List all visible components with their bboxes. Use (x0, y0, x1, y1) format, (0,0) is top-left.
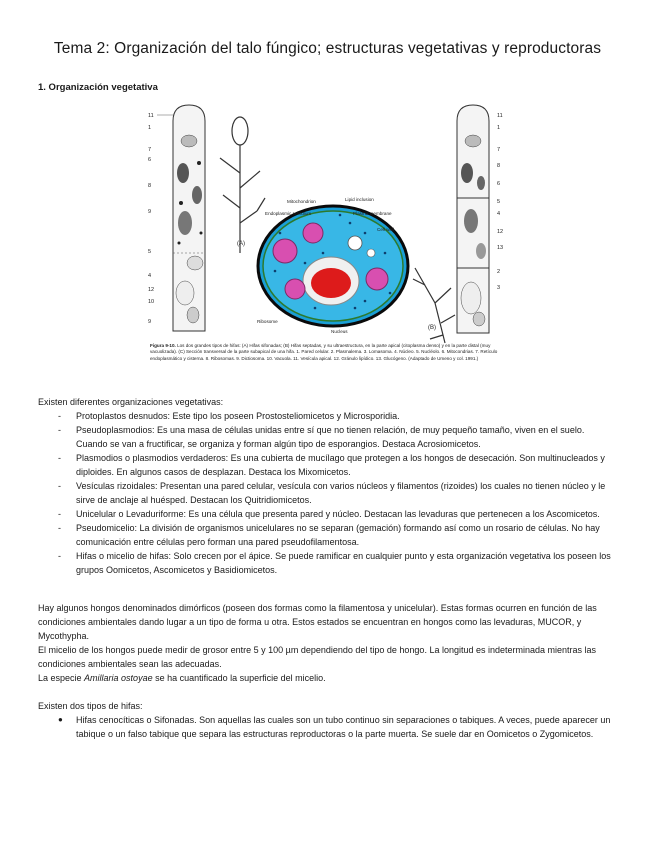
label-er: Endoplasmic reticulum (265, 211, 312, 216)
rlabel-7: 7 (497, 147, 501, 153)
caption-label: Figura 9-10. (150, 343, 176, 348)
rlabel-8: 8 (497, 163, 501, 169)
label-10: 10 (148, 299, 155, 305)
label-12: 12 (148, 287, 155, 293)
label-mitochondrion: Mitochondrion (287, 199, 316, 204)
list-item: - Protoplastos desnudos: Este tipo los poseen Prostosteliomicetos y Microsporidia. (58, 411, 400, 421)
rlabel-12: 12 (497, 229, 504, 235)
rlabel-2: 2 (497, 269, 501, 275)
label-8: 8 (148, 183, 152, 189)
rlabel-5: 5 (497, 199, 501, 205)
left-number-labels (148, 113, 173, 325)
branching-hypha-b (413, 268, 455, 343)
label-cellwall: Cell wall (377, 227, 395, 232)
list-item: - Plasmodios o plasmodios verdaderos: Es una cubierta de mucílago que protegen a los hongos de desecación. Son multinucleados y diploides. En algunos casos de desplazan. Destaca los Mixomicetos. (58, 453, 605, 477)
section-heading: 1. Organización vegetativa (38, 82, 158, 93)
label-5: 5 (148, 249, 152, 255)
caption-text: Los dos grandes tipos de hifas: (A) Hifas sifonadas; (B) Hifas septadas, y su ultraestructura, en la parte apical (citoplasma denso) y en la parte distal (muy vacuolizada). (C) Sección transversal de la parte subapical de una hifa. 1. Pared celular. 2. Plasmalema. 3. Lomasoma. 4. Núcleo. 5. Nucléolo. 6. Mitocondrias. 7. Retículo endoplasmático y cisterna. 8. Ribosomas. 9. Dictiosoma. 10. Vacuola. 11. Vesícula apical. 12. Gránulo lipídico. 13. Glucógeno. (Adaptado de Umeno y col. 1991.) (150, 343, 498, 361)
label-9b: 9 (148, 319, 152, 325)
right-number-labels (497, 113, 503, 291)
hypha-left-drawing (173, 105, 205, 331)
list-item: - Vesículas rizoidales: Presentan una pared celular, vesícula con varios núcleos y filamentos (rizoides) los cuales no tienen núcleo y le sirve de anclaje al huésped. Destacan los Quitridiomicetos. (58, 481, 606, 505)
label-7: 7 (148, 147, 152, 153)
list-item: - Pseudoplasmodios: Es una masa de células unidas entre sí que no tienen relación, de muy pequeño tamaño, viven en el suelo. Cuando se van a fructificar, se organiza y forman algún tipo de esporangios. Destaca Acrosiomicetos. (58, 425, 585, 449)
vegetative-list (38, 409, 618, 577)
intro-vegetative: Existen diferentes organizaciones vegetativas: (38, 397, 224, 407)
especie-paragraph: La especie Amillaria ostoyae se ha cuantificado la superficie del micelio. (38, 673, 326, 683)
label-nucleus: Nucleus (331, 329, 348, 334)
list-item: ● Hifas cenocíticas o Sifonadas. Son aquellas las cuales son un tubo continuo sin separaciones o tabiques. A veces, puede aparecer un tabique o un falso tabique que separa las estructuras reproductoras o la parte muerta. Se suele dar en Oomicetos o Zygomicetos. (58, 715, 611, 739)
rlabel-1: 1 (497, 125, 501, 131)
list-item: - Hifas o micelio de hifas: Solo crecen por el ápice. Se puede ramificar en cualquier punto y esta organización vegetativa los poseen los grupos Oomicetos, Ascomicetos y Basidiomicetos. (58, 551, 611, 575)
label-4: 4 (148, 273, 152, 279)
species-name: Amillaria ostoyae (84, 673, 153, 683)
label-lipid: Lipid inclusion (345, 197, 374, 202)
label-b: (B) (428, 325, 436, 331)
rlabel-4: 4 (497, 211, 501, 217)
micelio-paragraph: El micelio de los hongos puede medir de grosor entre 5 y 100 µm dependiendo del tipo de hongo. La longitud es indeterminada mientras las condiciones ambientales sean las adecuadas. (38, 645, 597, 669)
list-item: - Unicelular o Levaduriforme: Es una célula que presenta pared y núcleo. Destacan las levaduras que pertenecen a los Ascomicetos. (58, 509, 600, 519)
hypha-right-drawing (457, 105, 489, 333)
hyphae-figure (145, 103, 520, 378)
rlabel-11: 11 (497, 113, 503, 119)
branching-hypha-a (220, 117, 265, 253)
label-9: 9 (148, 209, 152, 215)
hifas-list (38, 713, 618, 741)
page-title: Tema 2: Organización del talo fúngico; estructuras vegetativas y reproductoras (53, 40, 602, 57)
intro-hifas: Existen dos tipos de hifas: (38, 701, 143, 711)
rlabel-13: 13 (497, 245, 504, 251)
list-item: - Pseudomicelio: La división de organismos unicelulares no se separan (gemación) formando así como un rosario de células. No hay comunicación entre células pero forman una pared pseudofilamentosa. (58, 523, 600, 547)
label-11: 11 (148, 113, 154, 119)
label-a: (A) (237, 241, 245, 247)
label-6: 6 (148, 157, 152, 163)
label-plasma: Plasma membrane (353, 211, 392, 216)
cross-section (258, 206, 408, 326)
label-1: 1 (148, 125, 152, 131)
rlabel-3: 3 (497, 285, 501, 291)
label-ribosome: Ribosome (257, 319, 278, 324)
rlabel-6: 6 (497, 181, 501, 187)
dimorphic-paragraph: Hay algunos hongos denominados dimórficos (poseen dos formas como la filamentosa y unicelular). Estas formas ocurren en función de las condiciones ambientales dando lugar a un tipo de forma u otra. Estos estados se encuentran en hongos como las levaduras, MUCOR, y Mycothypha. (38, 603, 597, 641)
